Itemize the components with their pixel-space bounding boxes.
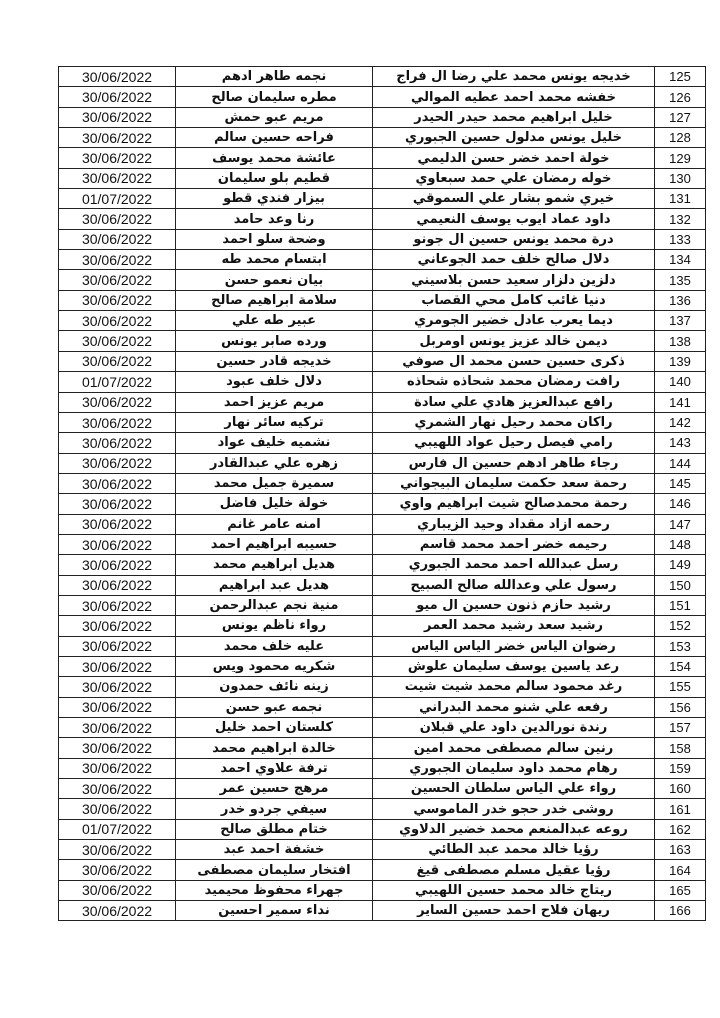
table-row	[59, 819, 706, 839]
full-name-cell: خديجه يونس محمد علي رضا ال فراج	[373, 67, 655, 87]
full-name-cell: رغد محمود سالم محمد شيت شيت	[373, 677, 655, 697]
row-number-cell: 160	[655, 779, 706, 799]
full-name-cell: رحمة سعد حكمت سليمان البيجواني	[373, 473, 655, 493]
row-number-cell: 163	[655, 840, 706, 860]
date-cell: 30/06/2022	[59, 718, 176, 738]
full-name-cell: رجاء طاهر ادهم حسين ال فارس	[373, 453, 655, 473]
document-page	[58, 66, 705, 921]
date-cell: 30/06/2022	[59, 636, 176, 656]
full-name-cell: ريهان فلاح احمد حسين الساير	[373, 901, 655, 921]
full-name-cell: رؤيا عقيل مسلم مصطفى قيغ	[373, 860, 655, 880]
mother-name-cell: فراحه حسين سالم	[176, 128, 373, 148]
full-name-cell: خفشه محمد احمد عطيه الموالي	[373, 87, 655, 107]
row-number-cell: 162	[655, 819, 706, 839]
date-cell: 01/07/2022	[59, 372, 176, 392]
full-name-cell: ريتاج خالد محمد حسين اللهيبي	[373, 880, 655, 900]
date-cell: 30/06/2022	[59, 514, 176, 534]
table-row	[59, 331, 706, 351]
date-cell: 30/06/2022	[59, 331, 176, 351]
mother-name-cell: نشميه خليف عواد	[176, 433, 373, 453]
full-name-cell: رؤيا خالد محمد عبد الطائي	[373, 840, 655, 860]
row-number-cell: 126	[655, 87, 706, 107]
row-number-cell: 142	[655, 412, 706, 432]
row-number-cell: 166	[655, 901, 706, 921]
row-number-cell: 132	[655, 209, 706, 229]
row-number-cell: 164	[655, 860, 706, 880]
row-number-cell: 158	[655, 738, 706, 758]
table-row	[59, 168, 706, 188]
full-name-cell: رسل عبدالله احمد محمد الجبوري	[373, 555, 655, 575]
mother-name-cell: جهراء محفوظ محيميد	[176, 880, 373, 900]
table-row	[59, 799, 706, 819]
mother-name-cell: رواء ناظم يونس	[176, 616, 373, 636]
full-name-cell: روشى خدر حجو خدر الماموسي	[373, 799, 655, 819]
mother-name-cell: دلال خلف عبود	[176, 372, 373, 392]
date-cell: 30/06/2022	[59, 453, 176, 473]
row-number-cell: 127	[655, 107, 706, 127]
mother-name-cell: شكريه محمود ويس	[176, 656, 373, 676]
full-name-cell: ديمن خالد عزيز يونس اومربل	[373, 331, 655, 351]
table-row	[59, 656, 706, 676]
table-row	[59, 270, 706, 290]
full-name-cell: رضوان الياس خضر الياس الياس	[373, 636, 655, 656]
mother-name-cell: تركيه سائر نهار	[176, 412, 373, 432]
table-row	[59, 453, 706, 473]
full-name-cell: ديما يعرب عادل خضير الجومري	[373, 311, 655, 331]
table-row	[59, 250, 706, 270]
mother-name-cell: افتخار سليمان مصطفى	[176, 860, 373, 880]
full-name-cell: خليل يونس مدلول حسين الجبوري	[373, 128, 655, 148]
row-number-cell: 157	[655, 718, 706, 738]
row-number-cell: 146	[655, 494, 706, 514]
table-row	[59, 636, 706, 656]
full-name-cell: رشيد سعد رشيد محمد العمر	[373, 616, 655, 636]
mother-name-cell: عليه خلف محمد	[176, 636, 373, 656]
full-name-cell: رافع عبدالعزيز هادي علي سادة	[373, 392, 655, 412]
full-name-cell: رنين سالم مصطفى محمد امين	[373, 738, 655, 758]
full-name-cell: خولة احمد خضر حسن الدليمي	[373, 148, 655, 168]
row-number-cell: 135	[655, 270, 706, 290]
full-name-cell: رحمه ازاد مقداد وحيد الزيباري	[373, 514, 655, 534]
table-row	[59, 473, 706, 493]
date-cell: 30/06/2022	[59, 677, 176, 697]
mother-name-cell: ورده صابر يونس	[176, 331, 373, 351]
row-number-cell: 144	[655, 453, 706, 473]
row-number-cell: 156	[655, 697, 706, 717]
row-number-cell: 133	[655, 229, 706, 249]
row-number-cell: 153	[655, 636, 706, 656]
table-row	[59, 514, 706, 534]
table-row	[59, 311, 706, 331]
row-number-cell: 131	[655, 189, 706, 209]
table-row	[59, 351, 706, 371]
table-row	[59, 575, 706, 595]
row-number-cell: 152	[655, 616, 706, 636]
date-cell: 30/06/2022	[59, 738, 176, 758]
date-cell: 30/06/2022	[59, 880, 176, 900]
row-number-cell: 159	[655, 758, 706, 778]
table-row	[59, 901, 706, 921]
row-number-cell: 125	[655, 67, 706, 87]
full-name-cell: رعد ياسين يوسف سليمان علوش	[373, 656, 655, 676]
table-row	[59, 718, 706, 738]
table-row	[59, 229, 706, 249]
table-row	[59, 616, 706, 636]
mother-name-cell: هديل ابراهيم محمد	[176, 555, 373, 575]
row-number-cell: 138	[655, 331, 706, 351]
mother-name-cell: زينه نائف حمدون	[176, 677, 373, 697]
table-row	[59, 209, 706, 229]
table-row	[59, 595, 706, 615]
date-cell: 30/06/2022	[59, 656, 176, 676]
date-cell: 30/06/2022	[59, 250, 176, 270]
full-name-cell: درة محمد يونس حسين ال جونو	[373, 229, 655, 249]
mother-name-cell: هديل عبد ابراهيم	[176, 575, 373, 595]
full-name-cell: رامي فيصل رحيل عواد اللهيبي	[373, 433, 655, 453]
date-cell: 30/06/2022	[59, 311, 176, 331]
row-number-cell: 165	[655, 880, 706, 900]
date-cell: 30/06/2022	[59, 860, 176, 880]
table-row	[59, 494, 706, 514]
row-number-cell: 128	[655, 128, 706, 148]
mother-name-cell: حسيبه ابراهيم احمد	[176, 534, 373, 554]
mother-name-cell: زهره علي عبدالقادر	[176, 453, 373, 473]
names-table	[58, 66, 706, 921]
date-cell: 30/06/2022	[59, 697, 176, 717]
mother-name-cell: بيزار فندي قطو	[176, 189, 373, 209]
date-cell: 30/06/2022	[59, 412, 176, 432]
table-row	[59, 189, 706, 209]
date-cell: 30/06/2022	[59, 555, 176, 575]
row-number-cell: 148	[655, 534, 706, 554]
full-name-cell: خوله رمضان علي حمد سبعاوي	[373, 168, 655, 188]
row-number-cell: 161	[655, 799, 706, 819]
row-number-cell: 145	[655, 473, 706, 493]
row-number-cell: 150	[655, 575, 706, 595]
date-cell: 30/06/2022	[59, 494, 176, 514]
date-cell: 30/06/2022	[59, 616, 176, 636]
date-cell: 30/06/2022	[59, 67, 176, 87]
table-row	[59, 290, 706, 310]
table-row	[59, 880, 706, 900]
mother-name-cell: منية نجم عبدالرحمن	[176, 595, 373, 615]
full-name-cell: داود عماد ايوب يوسف النعيمي	[373, 209, 655, 229]
row-number-cell: 134	[655, 250, 706, 270]
table-row	[59, 779, 706, 799]
date-cell: 30/06/2022	[59, 229, 176, 249]
date-cell: 30/06/2022	[59, 128, 176, 148]
date-cell: 30/06/2022	[59, 799, 176, 819]
mother-name-cell: عبير طه علي	[176, 311, 373, 331]
row-number-cell: 151	[655, 595, 706, 615]
mother-name-cell: سلامة ابراهيم صالح	[176, 290, 373, 310]
table-row	[59, 392, 706, 412]
date-cell: 30/06/2022	[59, 779, 176, 799]
date-cell: 30/06/2022	[59, 595, 176, 615]
date-cell: 30/06/2022	[59, 290, 176, 310]
table-row	[59, 372, 706, 392]
table-row	[59, 860, 706, 880]
table-row	[59, 758, 706, 778]
date-cell: 30/06/2022	[59, 209, 176, 229]
date-cell: 30/06/2022	[59, 840, 176, 860]
row-number-cell: 154	[655, 656, 706, 676]
mother-name-cell: رنا وعد حامد	[176, 209, 373, 229]
full-name-cell: رسول علي وعدالله صالح الصبيح	[373, 575, 655, 595]
mother-name-cell: سميرة جميل محمد	[176, 473, 373, 493]
table-row	[59, 534, 706, 554]
date-cell: 30/06/2022	[59, 758, 176, 778]
date-cell: 30/06/2022	[59, 87, 176, 107]
mother-name-cell: مرهج حسين عمر	[176, 779, 373, 799]
table-row	[59, 555, 706, 575]
date-cell: 30/06/2022	[59, 433, 176, 453]
full-name-cell: خيري شمو بشار علي السموقي	[373, 189, 655, 209]
mother-name-cell: امنه عامر غانم	[176, 514, 373, 534]
row-number-cell: 155	[655, 677, 706, 697]
mother-name-cell: خالدة ابراهيم محمد	[176, 738, 373, 758]
mother-name-cell: عائشة محمد يوسف	[176, 148, 373, 168]
full-name-cell: رافت رمضان محمد شحاذه شحاذه	[373, 372, 655, 392]
mother-name-cell: سيفي جردو خدر	[176, 799, 373, 819]
row-number-cell: 139	[655, 351, 706, 371]
mother-name-cell: خديجه قادر حسين	[176, 351, 373, 371]
mother-name-cell: ترفة علاوي احمد	[176, 758, 373, 778]
mother-name-cell: قطيم بلو سليمان	[176, 168, 373, 188]
row-number-cell: 149	[655, 555, 706, 575]
full-name-cell: روعه عبدالمنعم محمد خضير الدلاوي	[373, 819, 655, 839]
date-cell: 30/06/2022	[59, 575, 176, 595]
date-cell: 30/06/2022	[59, 534, 176, 554]
table-row	[59, 433, 706, 453]
table-row	[59, 67, 706, 87]
date-cell: 30/06/2022	[59, 168, 176, 188]
row-number-cell: 147	[655, 514, 706, 534]
row-number-cell: 130	[655, 168, 706, 188]
full-name-cell: رندة نورالدين داود علي قبلان	[373, 718, 655, 738]
table-body	[59, 67, 706, 921]
table-row	[59, 738, 706, 758]
row-number-cell: 141	[655, 392, 706, 412]
mother-name-cell: وضحة سلو احمد	[176, 229, 373, 249]
table-row	[59, 128, 706, 148]
date-cell: 01/07/2022	[59, 819, 176, 839]
row-number-cell: 129	[655, 148, 706, 168]
table-row	[59, 107, 706, 127]
date-cell: 01/07/2022	[59, 189, 176, 209]
date-cell: 30/06/2022	[59, 392, 176, 412]
row-number-cell: 140	[655, 372, 706, 392]
table-row	[59, 87, 706, 107]
full-name-cell: دلال صالح خلف حمد الجوعاني	[373, 250, 655, 270]
date-cell: 30/06/2022	[59, 351, 176, 371]
full-name-cell: رواء علي الياس سلطان الحسين	[373, 779, 655, 799]
mother-name-cell: نجمه عبو حسن	[176, 697, 373, 717]
row-number-cell: 136	[655, 290, 706, 310]
mother-name-cell: مريم عزيز احمد	[176, 392, 373, 412]
mother-name-cell: كلستان احمد خليل	[176, 718, 373, 738]
full-name-cell: ذكرى حسين حسن محمد ال صوفي	[373, 351, 655, 371]
full-name-cell: رشيد حازم ذنون حسين ال ميو	[373, 595, 655, 615]
full-name-cell: راكان محمد رحيل نهار الشمري	[373, 412, 655, 432]
mother-name-cell: نجمه طاهر ادهم	[176, 67, 373, 87]
mother-name-cell: ابتسام محمد طه	[176, 250, 373, 270]
table-row	[59, 148, 706, 168]
date-cell: 30/06/2022	[59, 901, 176, 921]
full-name-cell: رهام محمد داود سليمان الجبوري	[373, 758, 655, 778]
mother-name-cell: مريم عبو حمش	[176, 107, 373, 127]
mother-name-cell: ختام مطلق صالح	[176, 819, 373, 839]
date-cell: 30/06/2022	[59, 107, 176, 127]
date-cell: 30/06/2022	[59, 148, 176, 168]
table-row	[59, 697, 706, 717]
table-row	[59, 677, 706, 697]
mother-name-cell: خشفة احمد عبد	[176, 840, 373, 860]
table-row	[59, 412, 706, 432]
full-name-cell: خليل ابراهيم محمد حيدر الحيدر	[373, 107, 655, 127]
table-row	[59, 840, 706, 860]
mother-name-cell: خولة خليل فاضل	[176, 494, 373, 514]
row-number-cell: 143	[655, 433, 706, 453]
mother-name-cell: مطره سليمان صالح	[176, 87, 373, 107]
mother-name-cell: بيان نعمو حسن	[176, 270, 373, 290]
full-name-cell: رفعه علي شنو محمد البدراني	[373, 697, 655, 717]
date-cell: 30/06/2022	[59, 473, 176, 493]
date-cell: 30/06/2022	[59, 270, 176, 290]
full-name-cell: دنيا غائب كامل محي القصاب	[373, 290, 655, 310]
full-name-cell: دلزين دلزار سعيد حسن بلاسيني	[373, 270, 655, 290]
full-name-cell: رحمة محمدصالح شيت ابراهيم واوي	[373, 494, 655, 514]
mother-name-cell: نداء سمير احسين	[176, 901, 373, 921]
full-name-cell: رحيمه خضر احمد محمد قاسم	[373, 534, 655, 554]
row-number-cell: 137	[655, 311, 706, 331]
